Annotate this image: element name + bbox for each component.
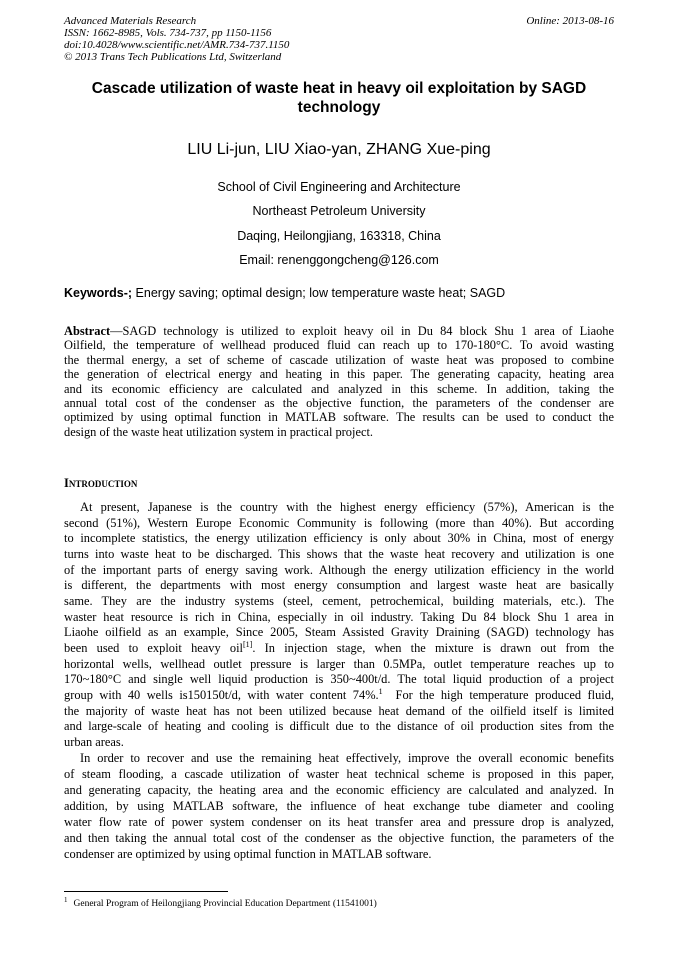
abstract-line: and its economic efficiency are calculated and analyzed in this scheme. In addition, taking the xyxy=(64,381,614,396)
keywords-text: Energy saving; optimal design; low temperature waste heat; SAGD xyxy=(132,286,506,300)
text-line: and then taking the annual total cost of the condenser as the objective function, the parameters of the xyxy=(64,831,614,845)
school: School of Civil Engineering and Architecture xyxy=(217,180,461,194)
intro-paragraph-1 xyxy=(64,500,614,751)
intro-paragraph-2 xyxy=(64,750,614,862)
abstract-text: —SAGD technology is utilized to exploit heavy oil in Du 84 block Shu 1 area of Liaohe xyxy=(110,324,614,338)
abstract-line: optimized by using optimal function in MATLAB software. The results can be used to conduct the xyxy=(64,410,614,425)
text-line: of the important parts of energy saving work. Although the energy utilization efficiency in the world xyxy=(64,562,614,577)
doi: doi:10.4028/www.scientific.net/AMR.734-737.1150 xyxy=(64,39,290,51)
abstract-line: the thermal energy, a set of scheme of cascade utilization of waste heat was proposed to combine xyxy=(64,352,614,367)
text-line xyxy=(64,688,614,704)
title-line: Cascade utilization of waste heat in heavy oil exploitation by SAGD xyxy=(91,80,587,97)
paper-title xyxy=(64,80,614,117)
text-line: waster heat resource is rich in China, especially in oil industry. Taking Du 84 block Shu 1 area in xyxy=(64,609,614,624)
citation-ref[interactable]: [1] xyxy=(242,639,253,649)
issn: ISSN: 1662-8985, Vols. 734-737, pp 1150-1156 xyxy=(64,27,272,39)
text-line: same. They are the industry systems (steel, cement, petrochemical, building materials, etc.). The xyxy=(64,593,614,608)
text-segment: group with 40 wells is150150t/d, with water content 74%. xyxy=(64,687,379,702)
text-line: condenser are optimized by using optimal function in MATLAB software. xyxy=(64,847,432,861)
text-line: In order to recover and use the remaining heat effectively, improve the overall economic benefits xyxy=(80,751,614,765)
journal-header xyxy=(64,15,289,63)
footnote-text: General Program of Heilongjiang Provincial Education Department (11541001) xyxy=(73,899,377,909)
abstract-line: Oilfield, the temperature of wellhead produced fluid can reach up to 170-180°C. To avoid wasting xyxy=(64,338,614,353)
text-line: to incomplete statistics, the energy utilization efficiency is only about 30% in China, most of energy xyxy=(64,531,614,546)
affiliation xyxy=(64,175,614,272)
abstract-line xyxy=(64,324,614,338)
text-line: and generating capacity, the heating area and the economic efficiency are calculated and analyzed. In xyxy=(64,783,614,797)
keywords-label: Keywords-; xyxy=(64,286,133,300)
text-line: urban areas. xyxy=(64,734,124,749)
text-line: the majority of waste heat has not been utilized because heat demand of the oilfield itself is limited xyxy=(64,703,614,718)
footnote-ref[interactable]: 1 xyxy=(378,686,383,696)
authors: LIU Li-jun, LIU Xiao-yan, ZHANG Xue-ping xyxy=(187,141,491,158)
abstract xyxy=(64,324,614,439)
text-line: second (51%), Western Europe Economic Community is following (more than 40%). But according xyxy=(64,515,614,530)
text-line xyxy=(64,641,614,657)
online-date: Online: 2013-08-16 xyxy=(526,15,614,27)
text-segment: been used to exploit heavy oil xyxy=(64,640,243,655)
text-line: Liaohe oilfield as an example, Since 2005, Steam Assisted Gravity Draining (SAGD) technology has xyxy=(64,625,614,640)
text-line: At present, Japanese is the country with the highest energy efficiency (57%), American is the xyxy=(80,500,614,514)
text-line: horizontal wells, wellhead outlet pressure is larger than 0.5MPa, outlet temperature reaches up to xyxy=(64,656,614,671)
text-line: water flow rate of power system condenser on its heat transfer area and pressure drop is analyzed, xyxy=(64,815,614,829)
text-line: addition, by using MATLAB software, the influence of heat exchange tube diameter and cooling xyxy=(64,799,614,813)
abstract-line: design of the waste heat utilization system in practical project. xyxy=(64,424,373,439)
email: Email: renenggongcheng@126.com xyxy=(239,252,439,267)
text-line: 170~180°C and single well liquid production is 350~400t/d. The total liquid production of a project xyxy=(64,672,614,687)
text-segment: For the high temperature produced fluid, xyxy=(382,687,615,702)
text-line: and large-scale of heating and cooling is difficult due to the distance of oil production sites from the xyxy=(64,719,614,734)
section-heading-introduction: Introduction xyxy=(64,476,138,490)
abstract-line: the generation of electrical energy and heating in this paper. The generating capacity, heating area xyxy=(64,367,614,382)
footnote xyxy=(64,895,377,909)
title-line: technology xyxy=(297,98,381,116)
text-line: is different, the departments with most energy consumption and largest waste heat are basically xyxy=(64,578,614,593)
text-segment: . In injection stage, when the mixture is drawn out from the xyxy=(252,640,614,655)
journal-name: Advanced Materials Research xyxy=(64,15,197,27)
address: Daqing, Heilongjiang, 163318, China xyxy=(237,228,441,243)
abstract-line: annual total cost of the condenser as the objective function, the parameters of the condenser are xyxy=(64,395,614,410)
abstract-label: Abstract xyxy=(64,324,111,338)
keywords xyxy=(64,286,505,301)
university: Northeast Petroleum University xyxy=(252,204,426,219)
text-line: of steam flooding, a cascade utilization of waster heat technical scheme is proposed in this paper, xyxy=(64,767,614,781)
footnote-mark: 1 xyxy=(64,895,68,904)
text-line: turns into waste heat to be discharged. This shows that the waste heat recovery and utilization is one xyxy=(64,546,614,561)
copyright: © 2013 Trans Tech Publications Ltd, Switzerland xyxy=(64,51,282,63)
footnote-divider xyxy=(64,891,228,892)
